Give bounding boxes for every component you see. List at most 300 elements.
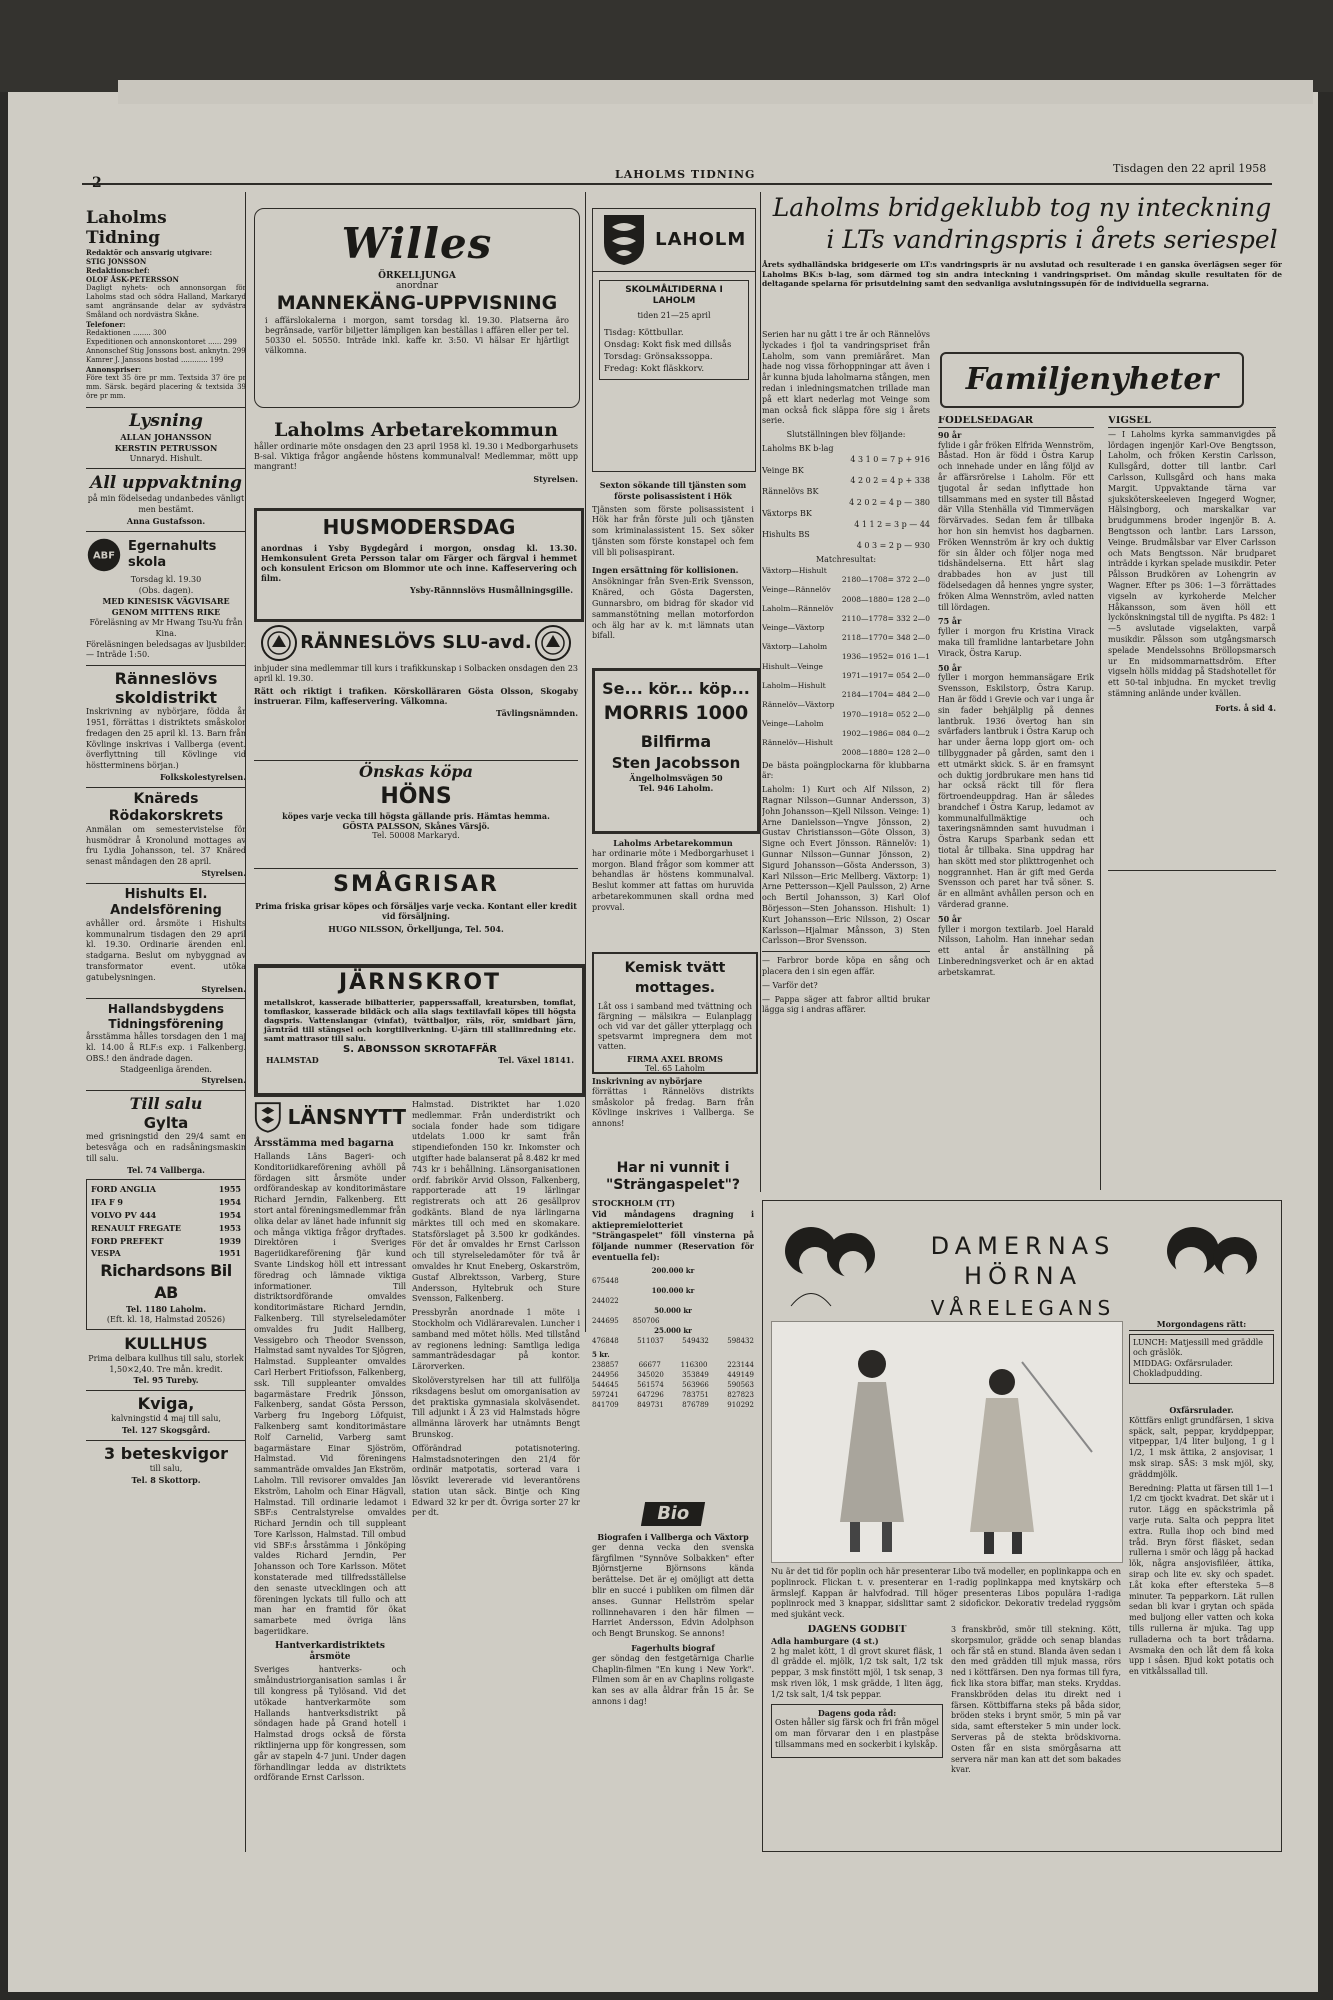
svg-text:ABF: ABF <box>93 550 115 562</box>
notice-title: Hishults El. Andelsförening <box>110 886 222 918</box>
box-head: Morgondagens rätt: <box>1129 1319 1274 1331</box>
article-head: "Strängaspelet"? <box>605 1177 741 1193</box>
ad-title: HUSMODERSDAG <box>322 515 516 539</box>
section-title: HÖRNA <box>964 1262 1082 1290</box>
ad-addr: Ängelholmsvägen 50 <box>629 773 723 783</box>
section-title: LÄNSNYTT <box>287 1105 406 1129</box>
article-text: Offörändrad potatisnotering. Halmstadsnoteringen den 21/4 för ordinär matpotatis, sorterad vara i lösvikt levererade vid leverantörens station utan säck. Bintje och King Edward 32 kr per dt. Övriga sorter 27 kr per dt. <box>412 1443 580 1518</box>
text-cell: 2008—1880= 128 2—0 <box>841 748 930 758</box>
text-cell: Växtorp—Hishult <box>762 565 827 575</box>
text-cell: 1951 <box>218 1248 241 1259</box>
news-biografen <box>592 1500 754 1840</box>
text-cell: 2180—1708= 372 2—0 <box>841 575 930 585</box>
joke-line: — Pappa säger att fabror alltid brukar lägga sig i andras affärer. <box>762 994 930 1015</box>
text-cell: 511037 <box>637 1336 664 1345</box>
article-text: De bästa poängplockarna för klubbarna är: <box>762 760 930 781</box>
bridge-headline <box>762 192 1282 312</box>
masthead-line: Före text 35 öre pr mm. Textsida 37 öre pr mm. Särsk. begärd placering & textsida 39 öre pr mm. <box>86 374 246 400</box>
notice-ranneslov-skol <box>86 669 246 783</box>
notice-line: årsstämma hålles torsdagen den 1 maj kl. 14.00 å RLF:s exp. i Falkenberg. OBS.! den ändrade dagen. <box>86 1032 246 1063</box>
car-row <box>90 1222 242 1235</box>
bridge-column <box>762 330 930 1210</box>
ad-tel: Tel. Växel 18141. <box>498 1055 574 1065</box>
page-date: Tisdagen den 22 april 1958 <box>1113 162 1267 175</box>
notice-line: avhåller ord. årsmöte i Hishults kommunalrum tisdagen den 29 april kl. 19.30. Ordinarie ärenden enl. stadgarna. Beslut om nybyggnad av transformator event. utöka gatubelysningen. <box>86 918 246 982</box>
article-text: Pressbyrån anordnade 1 möte i Stockholm och Vidlärarevalen. Luncher i samband med mötet hölls. Med tillstånd av regionens ledning: Samtliga lediga sammanträdesdagar på kontor. Lärorverken. <box>412 1308 580 1372</box>
recipe-head: DAGENS GODBIT <box>807 1625 907 1635</box>
prize-amount: 25.000 kr <box>654 1325 692 1335</box>
notice-line: Föreläsningen beledsagas av ljusbilder. — Inträde 1:50. <box>86 639 246 660</box>
familj-column-1 <box>938 416 1094 1196</box>
masthead-line: OLOF ÅSK-PETERSSON <box>86 275 179 284</box>
standing-team: Laholms BK b-lag <box>762 443 834 453</box>
text-cell: 647296 <box>637 1390 664 1399</box>
notice-line: med grisningstid den 29/4 samt en betesvåga och en radsåningsmaskin till salu. <box>86 1132 246 1163</box>
ad-place: HALMSTAD <box>266 1055 319 1065</box>
masthead-lines <box>86 248 246 401</box>
text-cell: 1954 <box>218 1197 241 1208</box>
article-head: Laholms Arbetarekommun <box>613 838 733 848</box>
article-text: har ordinarie möte i Medborgarhuset i morgon. Bland frågor som kommer att behandlas är höstens kommunalval. Beslut kommer att fattas om huruvida arbetarekommunen skall ordna med provval. <box>592 848 754 912</box>
ad-line: Se... kör... köp... <box>602 679 750 698</box>
article-head: Hantverkardistriktets årsmöte <box>275 1640 385 1662</box>
dagens-godbit <box>771 1625 943 1845</box>
standing-team: Rännelövs BK <box>762 487 819 497</box>
prize-amount: 200.000 kr <box>651 1265 695 1275</box>
ad-title: KULLHUS <box>124 1333 208 1353</box>
smagrisar-ad <box>254 868 578 959</box>
article-head: Årsstämma med bagarna <box>254 1138 394 1149</box>
willes-sub: anordnar <box>395 281 439 291</box>
masthead-line: STIG JONSSON <box>86 257 147 266</box>
car-row <box>90 1247 242 1260</box>
article-head: Ingen ersättning för kollisionen. <box>592 564 739 575</box>
masthead <box>86 208 246 401</box>
menu-item: Torsdag: Grönsakssoppa. <box>604 352 713 362</box>
prize-number: 244695 <box>592 1316 619 1325</box>
recipe-text: Beredning: Platta ut färsen till 1—1 1/2 cm tjockt kvadrat. Det skär ut i rutor. Lägg en späckstrimla på varje ruta. Salta och peppra litet extra. Rulla ihop och bind med tråd. Bryn först fläsket, sedan rullerna i smör och lägg på hackad lök, några ansjovisfiléer, ättika, sirap och lite ev. sky och spadet. Låt koka efter eftersteka 5—8 minuter. Ta pepparkorn. Lät rullen sedan bli kvar i grytan och späda med buljong eller vatten och koka tills rullerna är mjuka. Tag upp rulladerna och ta bort trådarna. Avsmaka den och låt dem få koka upp i såsen. Bjud kokt potatis och en vitkålssallad till. <box>1129 1483 1274 1677</box>
text-cell: FORD ANGLIA <box>91 1184 156 1195</box>
masthead-line: Redaktionen ........ 300 <box>86 329 167 337</box>
ad-tel: Tel. 127 Skogsgård. <box>121 1425 211 1436</box>
notice-line: Anmälan om semestervistelse för husmödrar å Kronolund mottages av fru Lydia Johansson, tel. 37 Knäred senast måndagen den 28 april. <box>86 824 246 867</box>
cars-ad <box>86 1179 246 1329</box>
text-cell: 597241 <box>592 1390 619 1399</box>
article-text: Ansökningar från Sven-Erik Svensson, Knäred, och Gösta Dagersten, Gunnarsbro, om bidrag för skador vid sammanstötning mellan motorfordon och älg har av k. m:t lämnats utan bifall. <box>592 577 754 641</box>
ad-title: HÖNS <box>380 784 452 809</box>
notice-title: Till salu <box>129 1094 203 1114</box>
article-text: Skolöverstyrelsen har till att fullfölja riksdagens beslut om omorganisation av det praktiska gymnasiala skolväsendet. Till adjunkt i Å 23 vid Halmstads högre allmänna läroverk har utnämnts Bengt Brunskog. <box>412 1375 580 1439</box>
text-cell: 841709 <box>592 1400 619 1409</box>
car-row <box>90 1209 242 1222</box>
article-head: Fagerhults biograf <box>631 1642 715 1653</box>
text-cell: 2110—1778= 332 2—0 <box>841 613 930 623</box>
menu-item: Onsdag: Kokt fisk med dillsås <box>604 340 732 350</box>
notice-line: Styrelsen. <box>201 867 246 878</box>
notice-title: Gylta <box>143 1114 189 1133</box>
notice-line: Tel. 74 Vallberga. <box>127 1164 205 1175</box>
ad-shop: Sten Jacobsson <box>611 754 741 772</box>
ad-tel: Tel. 946 Laholm. <box>638 783 714 793</box>
standing-team: Veinge BK <box>762 465 804 475</box>
text-cell: 876789 <box>682 1400 709 1409</box>
column-rule <box>585 192 586 1332</box>
text-cell: 66677 <box>638 1360 661 1369</box>
section-head: FÖDELSEDAGAR <box>938 416 1094 428</box>
text-cell: 549432 <box>682 1336 709 1345</box>
notice-title: Ränneslövs skoldistrikt <box>114 669 218 708</box>
article-text: Tjänsten som förste polisassistent i Hök har från förste juli och tjänsten som kriminalassistent 15. Sex söker tjänsten som förste konstapel och fem vill bli polisaspirant. <box>592 504 754 557</box>
text-cell: IFA F 9 <box>91 1197 123 1208</box>
standing-score: 4 2 0 2 = 4 p + 338 <box>850 476 930 486</box>
joke-line: — Varför det? <box>762 980 818 990</box>
slu-ad <box>254 622 578 752</box>
age-head: 50 år <box>938 913 962 924</box>
notice-line: på min födelsedag undanbedes vänligt men bestämt. <box>87 494 245 515</box>
age-head: 75 år <box>938 616 962 627</box>
fashion-caption <box>771 1567 1121 1619</box>
masthead-line: Annonspriser: <box>86 365 142 374</box>
notice-title: All uppvaktning <box>90 473 242 494</box>
notice-uppvaktning <box>86 472 246 526</box>
ad-tel: Tel. 65 Laholm <box>644 1064 705 1073</box>
laholm-crest-icon <box>602 213 646 267</box>
standings-head: Slutställningen blev följande: <box>786 430 906 440</box>
hons-ad <box>254 760 578 861</box>
section-head: VIGSEL <box>1108 416 1276 428</box>
notice-line: ALLAN JOHANSSON <box>120 432 212 442</box>
goda-rad-box <box>771 1704 943 1758</box>
ad-text: inbjuder sina medlemmar till kurs i trafikkunskap i Solbacken onsdagen den 23 april kl. 19.30. <box>254 664 578 683</box>
notice-line: Torsdag kl. 19.30 <box>130 574 202 584</box>
prize-amount: 50.000 kr <box>654 1305 692 1315</box>
continued-note: Forts. å sid 4. <box>1215 702 1276 713</box>
menu-item: LUNCH: Matjessill med gräddle och gräslök. <box>1133 1337 1264 1357</box>
masthead-line: Redaktör och ansvarig utgivare: <box>86 248 213 257</box>
text-cell: FORD PREFEKT <box>91 1235 164 1246</box>
ad-text: Låt oss i samband med tvättning och färgning — mälsikra — Eulanplagg och vid var det gäller ytterplagg och spetsvarmt impregnera dem mot vatten. <box>598 1002 752 1051</box>
menu-item: Fredag: Kokt fläskkorv. <box>604 364 705 374</box>
masthead-line: Telefoner: <box>86 320 126 329</box>
ad-sign: Styrelsen. <box>533 474 578 484</box>
familj-banner <box>940 352 1244 408</box>
ad-text: kalvningstid 4 maj till salu, <box>111 1414 221 1424</box>
text-cell: 1970—1918= 052 2—0 <box>841 709 930 719</box>
car-row <box>90 1183 242 1196</box>
willes-place: ÖRKELLJUNGA <box>378 271 456 281</box>
headline: Laholms bridgeklubb tog ny inteckning <box>772 193 1272 222</box>
text-cell: 223144 <box>727 1360 754 1369</box>
notice-title: Hallandsbygdens Tidningsförening <box>107 1002 225 1032</box>
article-text: ger söndag den festgetärniga Charlie Chaplin-filmen "En kung i New York". Filmen som är en av Chaplins roligaste kan ses av alla åldrar från 15 år. Se annons i dag! <box>592 1653 754 1706</box>
masthead-line: Kamrer J. Janssons bostad ............ 199 <box>86 356 224 364</box>
text-cell: Veinge—Rännelöv <box>762 584 831 594</box>
box-head: Dagens goda råd: <box>817 1707 897 1718</box>
familj-column-2 <box>1108 416 1276 856</box>
willes-event: MANNEKÄNG-UPPVISNING <box>276 292 558 314</box>
ad-title: JÄRNSKROT <box>338 970 502 995</box>
text-cell: 544645 <box>592 1380 619 1389</box>
text-cell: 116300 <box>680 1360 708 1369</box>
arbetarekommun-ad <box>254 418 578 502</box>
text-cell: 783751 <box>682 1390 709 1399</box>
biograferna <box>1108 866 1276 1196</box>
notice-line: Inskrivning av nybörjare, födda år 1951, förrättas i distriktets småskolor fredagen den 25 april kl. 13. Barn från Kövlinge inskrivas i Vallberga (event. överflyttning till Kövlinge vid höstterminens början.) <box>86 707 246 771</box>
prize-number: 244022 <box>592 1296 619 1305</box>
dealer-alt: (Eft. kl. 18, Halmstad 20526) <box>106 1315 226 1325</box>
text-cell: 849731 <box>637 1400 664 1409</box>
slu-emblem-icon <box>534 624 572 662</box>
section-sub: VÅRELEGANS <box>930 1296 1116 1320</box>
text-cell: 1955 <box>218 1184 241 1195</box>
recipe-text: 2 hg malet kött, 1 dl grovt skuret fläsk, 1 dl grädde el. mjölk, 1/2 tsk salt, 1/2 tsk peppar, 3 msk finstött mjöl, 1 tsk senap, 3 msk riven lök, 1 msk grädde, 1 liten ägg, 1/2 tsk salt, 1/4 tsk peppar. <box>771 1646 943 1699</box>
article-text: Halmstad. Distriktet har 1.020 medlemmar. Från underdistrikt och sociala fonder hade som tidigare utdelats 1.000 kr samt från stipendiefonden 150 kr. Inkomster och utgifter hade balanserat på 8.482 kr med 743 kr i behållning. Länsorganisationen ordf. fabrikör Arvid Olsson, Falkenberg, rapporterade att 19 lärlingar registrerats och att 26 gesällprov godkänts. Bland de nya lärlingarna märktes till och med en skomakare. Statsförslaget på 3.500 kr godkändes. För det år omvaldes hr Ernst Carlsson och till styrelseledamöter för två år omvaldes hr Knut Eneberg, Oskarström, Gustaf Albrektsson, Varberg, Sture Andersson, Hyltebruk och Sture Svensson, Falkenberg. <box>412 1100 580 1304</box>
notice-line: MED KINESISK VÄGVISARE GENOM MITTENS RIKE <box>102 596 230 618</box>
ad-text: Prima delbara kullhus till salu, storlek 1,50×2,40. Tre mån. kredit. <box>88 1353 244 1374</box>
text-cell: RENAULT FREGATE <box>91 1222 182 1233</box>
prize-amount: 100.000 kr <box>651 1285 695 1295</box>
headline-intro: Årets sydhalländska bridgeserie om LT:s vandringspris är nu avslutad och resulterade i en ganska överlägsen seger för Laholms BK:s b-lag, som därmed tog sin andra inteckning i vandringspriset. Om måndag skulle resultaten för de deltagande spelarna för prisutdelning samt den sedvanliga avslutningssupén för de individuella segrarna. <box>762 260 1282 288</box>
ad-text: Rätt och riktigt i trafiken. Körskolläraren Gösta Olsson, Skogaby instruerar. Film, kaffeservering. Välkomna. <box>254 686 578 706</box>
text-cell: 244956 <box>592 1370 619 1379</box>
article-text: Serien har nu gått i tre år och Rännelövs lyckades i fjol ta vandringspriset från Laholm, som vann premiäråret. Man hade nog vissa förhoppningar att även i år kunna bjuda laholmarna stången, men redan i inledningsmatchen trillade man på ett klart nederlag mot Veinge som man också fick släppa före sig i årets serie. <box>762 330 930 426</box>
willes-logo: Willes <box>341 219 493 268</box>
masthead-line: Annonschef Stig Jonssons bost. anknytn. 299 <box>86 347 246 355</box>
tip-text: Osten håller sig färsk och fri från mögel om man förvarar den i en plastpåse tillsammans med en sockerbit i kylskåp. <box>775 1718 939 1749</box>
article-head: Sexton sökande till tjänsten som förste polisassistent i Hök <box>599 480 747 501</box>
bio-logo: Bio <box>641 1502 705 1526</box>
text-cell: 238857 <box>592 1360 619 1369</box>
ad-text: håller ordinarie möte onsdagen den 23 april 1958 kl. 19.30 i Medborgarhusets B-sal. Viktiga frågor angående höstens kommunalval! Medlemmar, mött upp mangrant! <box>254 442 578 471</box>
damernas-horna <box>762 1200 1282 1852</box>
masthead-line: Expeditionen och annonskontoret ...... 299 <box>86 338 237 346</box>
standing-score: 4 1 1 2 = 3 p — 44 <box>854 519 930 529</box>
text-cell: 563966 <box>682 1380 709 1389</box>
standing-team: Växtorps BK <box>762 508 812 518</box>
article-head: Inskrivning av nybörjare <box>592 1076 703 1086</box>
masthead-line: Redaktionschef: <box>86 266 150 275</box>
ad-title: RÄNNESLÖVS SLU-avd. <box>300 632 532 653</box>
notice-line: Anna Gustafsson. <box>126 515 206 526</box>
notice-line: Föreläsning av Mr Hwang Tsu-Yu från Kina. <box>89 617 243 638</box>
jarnskrot-ad <box>254 964 586 1097</box>
standing-score: 4 2 0 2 = 4 p — 380 <box>849 497 930 507</box>
text-cell: 2118—1770= 348 2—0 <box>841 632 930 642</box>
age-head: 90 år <box>938 429 962 440</box>
scanner-background <box>0 0 1333 92</box>
recipe-text: 3 franskbröd, smör till stekning. Kött, skorpsmulor, grädde och senap blandas och får stå en stund. Blanda även sedan i den med grädden till mjuk massa, rörs ned i köttfärsen. Den nya formas till fyra, fick lika stora biffar, man steks. Kryddas. Franskbröden delas itu direkt ned i färsen. Köttbiffarna steks på båda sidor, bröden steks i brynt smör, 5 min på var sida, samt eftersteker 5 min under lock. Serveras på de stekta brödskivorna. Osten får en sista smörgåsarna att servera när man kan att det som bakades kvar. <box>951 1625 1121 1775</box>
text-cell: 476848 <box>592 1336 619 1345</box>
dagens-godbit-cont <box>951 1625 1121 1845</box>
section-title: Familjenyheter <box>965 362 1219 397</box>
town-name: LAHOLM <box>655 229 747 250</box>
notice-line: Styrelsen. <box>201 983 246 994</box>
notice-egernahult <box>86 535 246 661</box>
abf-logo-icon <box>86 535 122 575</box>
standing-score: 4 3 1 0 = 7 p + 916 <box>850 454 930 464</box>
menu-title: SKOLMÅLTIDERNA I LAHOLM <box>625 285 723 306</box>
text-cell: 1936—1952= 016 1—1 <box>841 652 930 662</box>
standing-score: 4 0 3 = 2 p — 930 <box>856 541 930 551</box>
article-text: — I Laholms kyrka sammanvigdes på lördagen ingenjör Karl-Ove Bengtsson, Laholm, och fröken Kerstin Carlsson, Kullsgård, dotter till lantbr. Carl Carlsson, Kullsgård och hans maka Margit. Uppvaktande tärna var sjuksköterskeeleven Ingegerd Wogner, Hälsingborg, och marskalkar var brudgummens broder ingenjör B. A. Bengtsson och lantbr. Lars Larsson, Veinge. Brudmålsbar var Elver Carlsson och Mats Bengtsson. När brudparet inträdde i kyrkan spelade musikdir. Peter Pålsson Brudkören av Lohengrin av Wagner. Efter ps 306: 1—3 förrättades vigseln av kyrkoherde Melcher Håkansson, som även höll ett lyckönskningstal till de nygifta. Ps 482: 1—5 avslutade vigselakten, varpå musikdir. Pålsson som utgångsmarsch spelade Mendelssohns Bröllopsmarsch ur En midsommarnattsdröm. Efter vigseln hölls middag på Stadshotellet för ett 50-tal inbjudna. En mycket trevlig stämning anlände under kvällen. <box>1108 429 1276 698</box>
headline: i LTs vandringspris i årets seriespel <box>826 225 1278 254</box>
menu-item: Tisdag: Köttbullar. <box>604 328 684 338</box>
notice-title: Egernahults skola <box>128 538 217 570</box>
ad-name: HUGO NILSSON, Örkelljunga, Tel. 504. <box>328 924 504 934</box>
ad-head: Önskas köpa <box>359 762 473 781</box>
caption-text: Nu är det tid för poplin och här presenterar Libo två modeller, en poplinkappa och en poplinrock. Flickan t. v. presenterar en 1-radig poplinkappa med knytskärp och ärmslejf. Kappan är halvfodrad. Till höger presenteras Libos populära 1-radiga poplinrock med 3 knappar, sidslittar samt 2 sidofickor. Dekorativ tredelad ryggsöm med sjukänt veck. <box>771 1567 1121 1619</box>
text-cell: 910292 <box>727 1400 754 1409</box>
ad-shop: Bilfirma <box>640 732 712 751</box>
article-text: fyller i morgon textilarb. Joel Harald Nilsson, Laholm. Han innehar sedan ett antal år anställning på Linberedningsverket och är en aktad arbetskamrat. <box>938 924 1094 977</box>
article-text: Laholm: 1) Kurt och Alf Nilsson, 2) Ragnar Nilsson—Gunnar Andersson, 3) John Johansson—Kjell Nilsson. Veinge: 1) Arne Danielsson—Yngve Jönsson, 2) Gustav Christiansson—Göte Olsson, 3) Signe och Evert Jönsson. Rännelöv: 1) Gunnar Nilsson—Gunnar Jönsson, 2) Sigurd Johansson—Gösta Andersson, 3) Karl Nilsson—Eric Mellberg. Växtorp: 1) Arne Pettersson—Kjell Paulsson, 2) Arne och Bertil Johansson, 3) Karl Olof Börjesson—Sten Johansson. Hishult: 1) Kurt Johansson—Eric Nilsson, 2) Oscar Karlsson—Hjalmar Månsson, 3) Sten Carlsson—Bror Svensson. <box>762 785 930 946</box>
column-rule <box>1100 450 1101 1190</box>
notice-line: Styrelsen. <box>201 1075 246 1086</box>
news-strangaspelet <box>592 1160 754 1490</box>
ad-title: 3 beteskvigor <box>104 1443 228 1463</box>
news-arbetarekommun <box>592 838 754 948</box>
text-cell: 1971—1917= 054 2—0 <box>841 671 930 681</box>
ad-tel: Tel. 8 Skottorp. <box>131 1474 201 1485</box>
standing-team: Hishults BS <box>762 530 810 540</box>
laholm-menu-box <box>592 208 756 472</box>
lansnytt-column-1 <box>254 1100 406 1840</box>
ad-text: Prima friska grisar köpes och försäljes varje vecka. Kontant eller kredit vid försäljning. <box>255 901 577 921</box>
recipe-title: Adla hamburgare (4 st.) <box>771 1635 879 1646</box>
joke-line: — Farbror borde köpa en sång och placera den i sin egen affär. <box>762 956 930 976</box>
cars-table <box>90 1183 242 1260</box>
news-polis <box>592 480 754 660</box>
recipe-text: Köttfärs enligt grundfärsen, 1 skiva späck, salt, peppar, kryddpeppar, vitpeppar, 1/4 liter buljong, 1 g l 1/2, 1 msk ättika, 2 ansjovisar, 1 msk sirap. SÅS: 3 msk mjöl, sky, gräddmjölk. <box>1129 1415 1274 1479</box>
article-head: Har ni vunnit i <box>616 1160 730 1176</box>
masthead-title: Laholms Tidning <box>86 208 167 248</box>
husmodersdag-ad <box>254 508 584 622</box>
ad-title: Kemisk tvätt mottages. <box>624 960 726 996</box>
paper-name: LAHOLMS TIDNING <box>615 168 756 181</box>
ad-name: GÖSTA PALSSON, Skånes Värsjö. <box>342 821 490 831</box>
text-cell: Hishult—Veinge <box>762 661 823 671</box>
age-head: 50 år <box>938 662 962 673</box>
section-title: DAMERNAS <box>930 1232 1116 1260</box>
text-cell: Laholm—Rännelöv <box>762 604 834 614</box>
ad-model: MORRIS 1000 <box>603 702 749 724</box>
recipe-head: Oxfärsrulader. <box>1169 1405 1234 1415</box>
prize-number: 675448 <box>592 1276 619 1285</box>
halland-crest-icon <box>254 1100 282 1134</box>
article-text: fyller i morgon hemmansägare Erik Svensson, Eskilstorp, Östra Karup. Han är född i Grevie och var i unga år sin fader behjälplig på dennes lantbruk. 1936 övertog han sin svärfaders lantbruk i Östra Karup och har under åerna lopp gjort om- och tillbyggnader på gården, samt den i ett utmärkt skick. S. är en framsynt och duktig jordbrukare men hans tid har också räckt till för flera förtroendeuppdrag. Han är således brandchef i Östra Karup, ledamot av kommunalfullmäktige och taxeringsnämnden samt huvudman i Östra Karups Sparbank sedan ett tiotal år tillbaka. Sina uppdrag har han skött med stor plikttrogenhet och noggrannhet. Han är gift med Gerda Svensson och paret har två söner. S. är en allmänt avhållen person och en värderad granne. <box>938 673 1094 910</box>
car-row <box>90 1196 242 1209</box>
article-text: Vid måndagens dragning i aktiepremielotteriet "Strängaspelet" föll vinsterna på följande nummer (Reservation för eventuella fel): <box>592 1208 754 1262</box>
article-place: STOCKHOLM (TT) <box>592 1198 676 1208</box>
text-cell: 353849 <box>682 1370 709 1379</box>
beteskvigor-ad <box>86 1444 246 1486</box>
ad-title: Laholms Arbetarekommun <box>274 419 558 441</box>
notice-hallandsbygden <box>86 1002 246 1086</box>
notice-line: KERSTIN PETRUSSON <box>114 442 218 453</box>
prize-amount: 5 kr. <box>592 1349 610 1359</box>
previous-page-edge <box>118 80 1313 104</box>
women-illustration-icon <box>1153 1211 1273 1321</box>
text-cell: Rännelöv—Växtorp <box>762 700 835 710</box>
dealer-tel: Tel. 1180 Laholm. <box>125 1304 207 1315</box>
results-head: Matchresultat: <box>815 554 877 564</box>
text-cell: 598432 <box>727 1336 754 1345</box>
article-text: Sveriges hantverks- och småindustriorganisation samlas i år till kongress på Tylösand. Vid det utökade hantverkarmöte som Hallands hantverksdistrikt på söndagen hade på Grand hotell i Halmstad drogs också de första riktlinjerna upp för kongressen, som går av stapeln 4-7 juni. Under dagen förhandlingar ledda av distriktets ordförande Ernst Carlsson. <box>254 1665 406 1783</box>
ad-company: S. ABONSSON SKROTAFFÄR <box>343 1044 497 1055</box>
notice-line: Unnaryd. Hishult. <box>129 453 203 463</box>
notice-title: Lysning <box>129 411 203 431</box>
header-rule <box>82 183 1272 185</box>
notice-title: Knäreds Rödakorskrets <box>108 790 224 824</box>
text-cell: VESPA <box>91 1248 121 1259</box>
ad-tel: Tel. 50008 Markaryd. <box>372 831 460 840</box>
menu-item: MIDDAG: Oxfärsrulader. <box>1133 1358 1233 1368</box>
article-text: ger denna vecka den svenska färgfilmen "Synnöve Solbakken" efter Björnstjerne Björnsons kända berättelse. Det är ej omöjligt att detta blir en succé i publiken om filmen där anses. Gunnar Hellström spelar rollinnehavaren i den här filmen — Harriet Andersson, Edvin Adolphson och Bengt Brunskog. Se annons! <box>592 1542 754 1639</box>
notice-knared <box>86 791 246 879</box>
ad-title: Kviga, <box>137 1394 195 1414</box>
article-text: fyller i morgon fru Kristina Virack maka till framlidne lantarbetare John Virack, Östra Karup. <box>938 627 1094 658</box>
fashion-photo <box>771 1321 1123 1563</box>
article-text: förrättas i Rännelövs distrikts småskolor på fredag. Barn från Kövlinge inskrives i Vallberga. Se annons! <box>592 1086 754 1129</box>
notice-line: Folkskolestyrelsen. <box>159 771 246 782</box>
kemisk-ad <box>592 952 758 1074</box>
masthead-line: Dagligt nyhets- och annonsorgan för Laholms stad och södra Halland, Markaryd samt angränsande delar av sydvästra Småland och nordvästra Skåne. <box>86 284 246 319</box>
ad-firm: FIRMA AXEL BROMS <box>627 1054 723 1064</box>
text-cell: 2184—1704= 484 2—0 <box>841 690 930 700</box>
fashion-photo-image <box>772 1322 1122 1562</box>
text-cell: VOLVO PV 444 <box>91 1210 157 1221</box>
text-cell: 1902—1986= 084 0—2 <box>841 728 930 738</box>
recipe-oxfars <box>1129 1405 1274 1845</box>
text-cell: 449149 <box>727 1370 754 1379</box>
ad-text: köpes varje vecka till högsta gällande pris. Hämtas hemma. <box>282 811 550 821</box>
dealer-name: Richardsons Bil AB <box>100 1261 232 1303</box>
kviga-ad <box>86 1394 246 1436</box>
lansnytt-column-2 <box>412 1100 580 1840</box>
ad-text: metallskrot, kasserade bilbatterier, papperssaffall, kreatursben, tomflat, tomflaskor, kasserade bildäck och alla slags textilavfall köpes till högsta dagspris. Vattenslangar (vinfat), tvättbaljor, räls, rör, smidbart järn, järnträd till stängsel och korgtillverkning. U-järn till stallinredning etc. samt mattrasor till salu. <box>264 998 576 1043</box>
willes-ad <box>254 208 580 408</box>
notice-hishult-el <box>86 887 246 995</box>
text-cell: 827823 <box>727 1390 754 1399</box>
women-illustration-icon <box>771 1211 891 1321</box>
prize-number: 850706 <box>632 1316 660 1325</box>
ad-sign: Ysby-Rännnslövs Husmållningsgille. <box>409 585 573 595</box>
text-cell: Laholm—Hishult <box>762 680 826 690</box>
ad-sign: Tävlingsnämnden. <box>496 708 578 718</box>
text-cell: Rännelöv—Hishult <box>762 738 833 748</box>
text-cell: Växtorp—Laholm <box>762 642 828 652</box>
left-column <box>86 208 246 1838</box>
text-cell: 1953 <box>218 1222 241 1233</box>
notice-line: Stadgeenliga ärenden. <box>120 1064 212 1074</box>
kullhus-ad <box>86 1334 246 1386</box>
article-head: Biografen i Vallberga och Växtorp <box>597 1532 749 1542</box>
text-cell: 1939 <box>218 1235 241 1246</box>
car-row <box>90 1235 242 1248</box>
ad-text: till salu, <box>149 1463 183 1473</box>
text-cell: 345020 <box>637 1370 664 1379</box>
text-cell: 561574 <box>637 1380 664 1389</box>
text-cell: Veinge—Laholm <box>762 719 824 729</box>
article-text: Hallands Läns Bageri- och Konditoriidkareförening avhöll på fördagen sitt årsmöte under ordförandeskap av konditorimästare Richard Jerndin, Falkenberg. Ett stort antal föreningsmedlemmar från olika delar av länet hade infunnit sig och många viktiga frågor dryftades. Direktören i Sveriges Bageriidkareförening fjär kund Svante Lindskog höll ett intressant föredrag och lämnade viktiga informationer. Till distriktsordförande omvaldes konditorimästare Richard Jerndin, Falkenberg. Till styrelseledamöter omvaldes fru Judit Hallberg, Vessigebro och Theodor Svensson, Halmstad samt nyvaldes Tor Sjögren, Halmstad. Suppleanter omvaldes Carl Herbert Fritiofsson, Falkenberg, ssk. Till suppleanter omvaldes bagarmästare Fredrik Jönsson, Falkenberg, sandat Gösta Persson, Varberg fru Ingeborg Löfquist, Falkenberg samt konditorimästare Rolf Carnelid, Varberg samt bagarmästare Einar Sjöström, Halmstad. Vid föreningens sammanträde omvaldes Jan Ekström, Laholm. Till revisorer omvaldes Jan Ekström, Laholm och Einar Hägvall, Halmstad. Till ordinarie ledamot i SBF:s Centralstyrelse omvaldes Richard Jerndin och till suppleant Tore Karlsson, Halmstad. Till ombud vid SBF:s årsstämma i Jönköping valdes Richard Jerndin, Per Johansson och Tore Karlsson. Mötet konstaterade med tillfredsställelse den senaste utvecklingen och att föreningen lyckats till fullo och att man har en framtid för ökat samarbete med övriga läns bageriidkare. <box>254 1152 406 1637</box>
text-cell: 1954 <box>218 1210 241 1221</box>
ad-tel: Tel. 95 Tureby. <box>133 1375 199 1386</box>
text-cell: 2008—1880= 128 2—0 <box>841 594 930 604</box>
text-cell: 590563 <box>727 1380 754 1389</box>
morris-ad <box>592 668 760 834</box>
notice-till-salu <box>86 1094 246 1175</box>
notice-line: (Obs. dagen). <box>138 585 194 595</box>
